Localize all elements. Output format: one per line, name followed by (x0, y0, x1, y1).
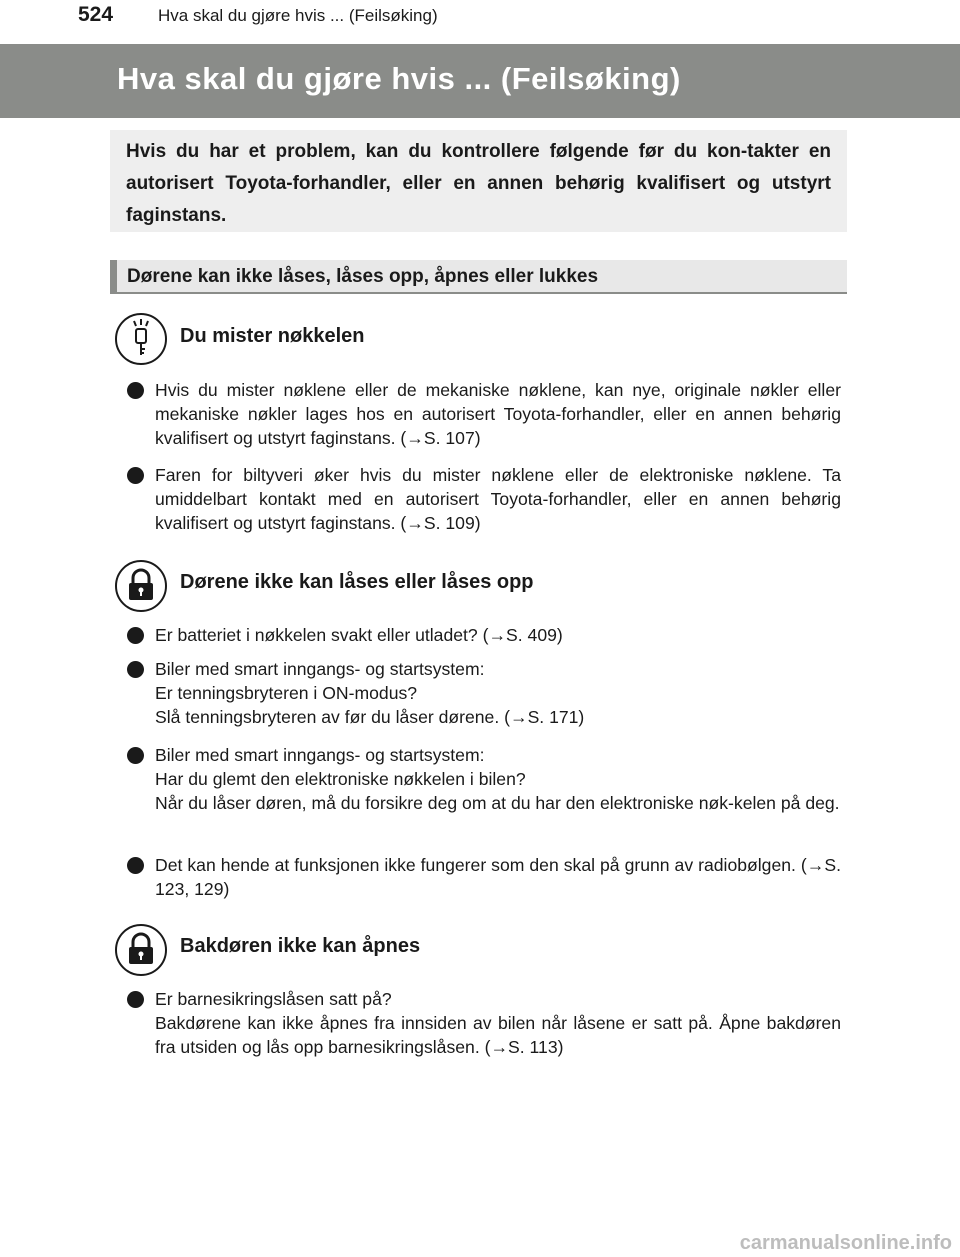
bullet-line: Er barnesikringslåsen satt på? (155, 989, 392, 1009)
bullet-dot (127, 382, 144, 399)
bullet-text (155, 463, 841, 535)
bullet-dot (127, 857, 144, 874)
bullet-line: Er tenningsbryteren i ON-modus? (155, 683, 418, 703)
bullet-dot (127, 747, 144, 764)
bullet-line: Faren for biltyveri øker hvis du mister nøklene eller de elektroniske nøklene. Ta umiddelbart kontakt med en autorisert Toyota-forhandler, eller en annen behørig kvalifisert og utstyrt faginstans. (→S. 109) (155, 465, 841, 533)
bullet-text (155, 743, 841, 815)
bullet-item (127, 623, 841, 647)
bullet-text (155, 853, 841, 901)
bullet-line: Biler med smart inngangs- og startsystem: (155, 745, 485, 765)
bullet-item (127, 987, 841, 1059)
bullet-text (155, 657, 841, 729)
page-number: 524 (78, 3, 114, 26)
bullet-dot (127, 661, 144, 678)
bullet-item (127, 378, 841, 450)
bullet-dot (127, 467, 144, 484)
page-title: Hva skal du gjøre hvis ... (Feilsøking) (117, 61, 681, 96)
bullet-dot (127, 627, 144, 644)
bullet-line: Bakdørene kan ikke åpnes fra innsiden av bilen når låsene er satt på. Åpne bakdøren fra utsiden og lås opp barnesikringslåsen. (→S. 113) (155, 1013, 841, 1057)
key-icon (115, 313, 167, 365)
section-bar (110, 260, 847, 294)
bullet-line: Biler med smart inngangs- og startsystem: (155, 659, 485, 679)
bullet-item (127, 743, 841, 815)
bullet-item (127, 463, 841, 535)
bullet-item (127, 657, 841, 729)
bullet-line: Hvis du mister nøklene eller de mekaniske nøklene, kan nye, originale nøkler eller mekaniske nøkler lages hos en autorisert Toyota-forhandler, eller en annen behørig kvalifisert og utstyrt faginstans. (→S. 107) (155, 380, 841, 448)
bullet-dot (127, 991, 144, 1008)
lock-icon (115, 560, 167, 612)
bullet-text (155, 987, 841, 1059)
intro-text: Hvis du har et problem, kan du kontrollere følgende før du kon-takter en autorisert Toyota-forhandler, eller en annen behørig kvalifisert og utstyrt faginstans. (126, 141, 831, 226)
lock-icon (115, 924, 167, 976)
running-head: Hva skal du gjøre hvis ... (Feilsøking) (158, 6, 438, 25)
bullet-line: Har du glemt den elektroniske nøkkelen i bilen? (155, 769, 526, 789)
section-heading: Dørene kan ikke låses, låses opp, åpnes eller lukkes (127, 266, 599, 287)
bullet-line: Det kan hende at funksjonen ikke fungerer som den skal på grunn av radiobølgen. (→S. 123, 129) (155, 855, 841, 899)
subhead-rear-door: Bakdøren ikke kan åpnes (180, 935, 421, 957)
bullet-item (127, 853, 841, 901)
intro-box (110, 130, 847, 232)
bullet-line: Slå tenningsbryteren av før du låser dørene. (→S. 171) (155, 707, 585, 727)
subhead-doors-lock: Dørene ikke kan låses eller låses opp (180, 571, 534, 593)
bullet-line: Når du låser døren, må du forsikre deg om at du har den elektroniske nøk-kelen på deg. (155, 793, 840, 813)
title-band (0, 44, 960, 118)
subhead-lost-key: Du mister nøkkelen (180, 325, 365, 347)
watermark: carmanualsonline.info (739, 1232, 952, 1254)
bullet-line: Er batteriet i nøkkelen svakt eller utladet? (→S. 409) (155, 625, 563, 645)
bullet-text (155, 378, 841, 450)
bullet-text (155, 623, 841, 647)
